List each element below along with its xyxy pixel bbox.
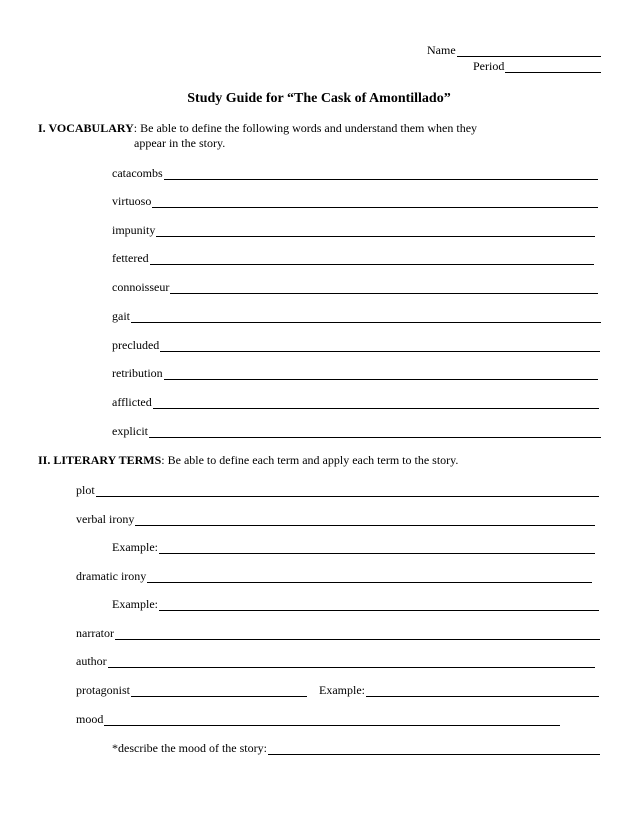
literary-heading-line <box>38 453 458 467</box>
term-blank[interactable] <box>131 685 307 697</box>
vocab-word-line <box>112 251 594 265</box>
vocabulary-instructions-cont: appear in the story. <box>134 136 226 150</box>
term-label: protagonist <box>76 683 130 697</box>
describe-mood-blank[interactable] <box>268 743 600 755</box>
example-line-verbal-irony <box>112 540 595 554</box>
describe-mood-label: *describe the mood of the story: <box>112 741 267 755</box>
vocab-word: explicit <box>112 424 148 438</box>
term-blank[interactable] <box>96 485 599 497</box>
example-blank[interactable] <box>159 599 599 611</box>
example-blank[interactable] <box>159 542 595 554</box>
term-blank[interactable] <box>108 656 595 668</box>
vocab-blank[interactable] <box>164 368 598 380</box>
vocab-word-line <box>112 166 598 180</box>
period-line <box>473 59 601 73</box>
name-label: Name <box>427 43 456 57</box>
term-label: author <box>76 654 107 668</box>
period-label: Period <box>473 59 505 73</box>
vocab-blank[interactable] <box>131 311 601 323</box>
vocabulary-instructions-cont-line <box>134 136 225 150</box>
vocabulary-heading-line <box>38 121 477 135</box>
name-blank[interactable] <box>457 45 601 57</box>
term-label: mood <box>76 712 104 726</box>
term-blank[interactable] <box>115 628 600 640</box>
vocab-word-line <box>112 194 598 208</box>
vocabulary-heading: I. VOCABULARY <box>38 121 134 135</box>
describe-mood-line <box>112 741 600 755</box>
vocab-word-line <box>112 280 598 294</box>
vocab-word-line <box>112 309 601 323</box>
vocab-word-line <box>112 223 595 237</box>
literary-heading: II. LITERARY TERMS <box>38 453 162 467</box>
name-line <box>427 43 601 57</box>
term-line-mood <box>76 712 560 726</box>
term-line-dramatic-irony <box>76 569 592 583</box>
term-blank[interactable] <box>147 571 592 583</box>
page-title: Study Guide for “The Cask of Amontillado” <box>187 91 451 106</box>
term-label: narrator <box>76 626 114 640</box>
vocab-blank[interactable] <box>160 340 600 352</box>
vocab-word-line <box>112 424 601 438</box>
vocab-word-line <box>112 338 600 352</box>
term-blank[interactable] <box>135 514 595 526</box>
vocab-blank[interactable] <box>156 225 595 237</box>
example-label: Example: <box>112 597 158 611</box>
vocab-blank[interactable] <box>152 196 598 208</box>
vocab-blank[interactable] <box>149 426 601 438</box>
vocab-blank[interactable] <box>170 282 598 294</box>
vocab-blank[interactable] <box>153 397 599 409</box>
vocab-word: impunity <box>112 223 156 237</box>
example-label: Example: <box>112 540 158 554</box>
vocab-word: catacombs <box>112 166 163 180</box>
vocab-blank[interactable] <box>150 253 594 265</box>
term-line-protagonist <box>76 683 599 697</box>
vocabulary-instructions: : Be able to define the following words and understand them when they <box>133 121 478 135</box>
example-blank[interactable] <box>366 685 599 697</box>
vocab-word: connoisseur <box>112 280 170 294</box>
vocab-blank[interactable] <box>164 168 598 180</box>
vocab-word: virtuoso <box>112 194 152 208</box>
vocab-word: afflicted <box>112 395 152 409</box>
term-line-plot <box>76 483 599 497</box>
term-label: plot <box>76 483 95 497</box>
term-line-author <box>76 654 595 668</box>
literary-instructions: : Be able to define each term and apply each term to the story. <box>161 453 459 467</box>
vocab-word: precluded <box>112 338 160 352</box>
term-blank[interactable] <box>104 714 560 726</box>
vocab-word-line <box>112 395 599 409</box>
term-label: dramatic irony <box>76 569 147 583</box>
term-line-narrator <box>76 626 600 640</box>
vocab-word: retribution <box>112 366 163 380</box>
vocab-word: fettered <box>112 251 149 265</box>
example-line-dramatic-irony <box>112 597 599 611</box>
vocab-word-line <box>112 366 598 380</box>
term-line-verbal-irony <box>76 512 595 526</box>
period-blank[interactable] <box>505 61 601 73</box>
vocab-word: gait <box>112 309 130 323</box>
protagonist-example-label: Example: <box>319 683 365 697</box>
term-label: verbal irony <box>76 512 135 526</box>
